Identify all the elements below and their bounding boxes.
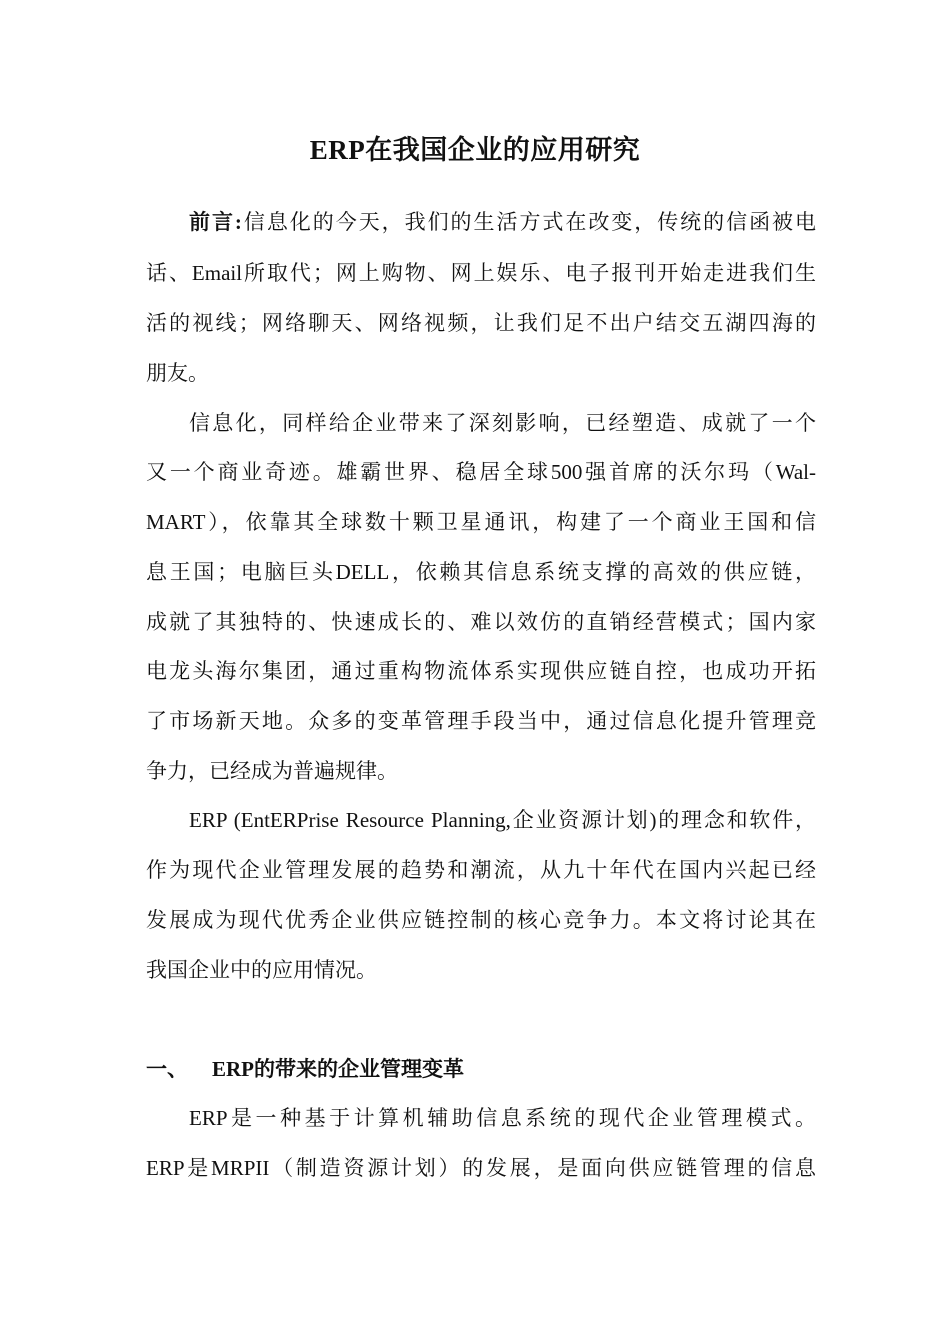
- preface-line-4: 朋友。: [146, 361, 209, 385]
- para2-line-1: 信息化，同样给企业带来了深刻影响，已经塑造、成就了一个: [189, 411, 816, 435]
- preface-line-2: 话、Email所取代；网上购物、网上娱乐、电子报刊开始走进我们生: [146, 261, 816, 285]
- para2-line-6: 电龙头海尔集团，通过重构物流体系实现供应链自控，也成功开拓: [146, 659, 816, 683]
- section-title: ERP的带来的企业管理变革: [212, 1057, 464, 1081]
- para4-line-2: ERP是MRPII（制造资源计划）的发展，是面向供应链管理的信息: [146, 1156, 816, 1180]
- para3-line-4: 我国企业中的应用情况。: [146, 958, 377, 982]
- para2-line-4: 息王国；电脑巨头DELL，依赖其信息系统支撑的高效的供应链，: [146, 560, 816, 584]
- section-number: 一、: [146, 1057, 188, 1081]
- preface-label: 前言:: [189, 210, 242, 234]
- para2-line-7: 了市场新天地。众多的变革管理手段当中，通过信息化提升管理竞: [146, 709, 816, 733]
- para2-line-3: MART），依靠其全球数十颗卫星通讯，构建了一个商业王国和信: [146, 510, 816, 534]
- document-title: ERP在我国企业的应用研究: [309, 135, 641, 165]
- section-heading: [146, 1052, 464, 1086]
- preface-text: 信息化的今天，我们的生活方式在改变，传统的信函被电: [241, 210, 816, 234]
- para3-line-3: 发展成为现代优秀企业供应链控制的核心竞争力。本文将讨论其在: [146, 908, 816, 932]
- para3-line-1: ERP (EntERPrise Resource Planning,企业资源计划)的理念和软件，: [189, 808, 816, 832]
- para4-line-1: ERP是一种基于计算机辅助信息系统的现代企业管理模式。: [189, 1106, 816, 1130]
- preface-line-3: 活的视线；网络聊天、网络视频，让我们足不出户结交五湖四海的: [146, 311, 816, 335]
- para2-line-5: 成就了其独特的、快速成长的、难以效仿的直销经营模式；国内家: [146, 610, 816, 634]
- para2-line-8: 争力，已经成为普遍规律。: [146, 759, 398, 783]
- para3-line-2: 作为现代企业管理发展的趋势和潮流，从九十年代在国内兴起已经: [146, 858, 816, 882]
- para2-line-2: 又一个商业奇迹。雄霸世界、稳居全球500强首席的沃尔玛（Wal-: [146, 460, 816, 484]
- preface-line-1: [189, 205, 816, 239]
